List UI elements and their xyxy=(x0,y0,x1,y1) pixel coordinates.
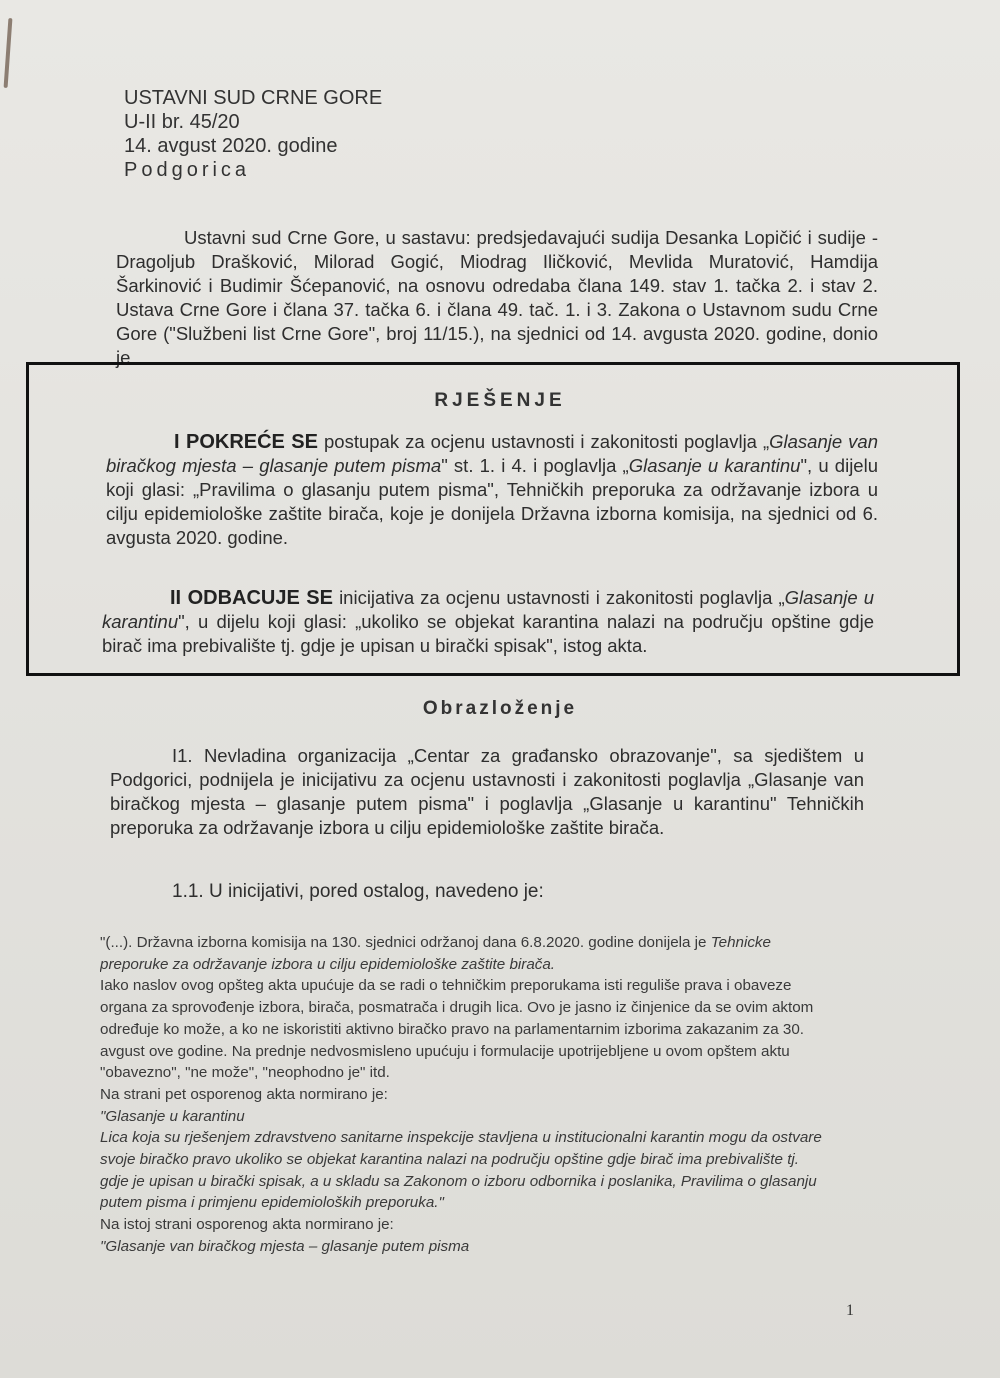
page-number: 1 xyxy=(846,1302,854,1319)
document-date: 14. avgust 2020. godine xyxy=(124,135,338,157)
quote-line: gdje je upisan u birački spisak, a u skladu sa Zakonom o izboru odbornika i poslanika, Pravilima o glasanju xyxy=(100,1172,817,1190)
quote-line: avgust ove godine. Na prednje nedvosmisleno upućuju i formulacije upotrijebljene u ovom opštem aktu xyxy=(100,1042,790,1060)
document-header xyxy=(124,86,382,182)
quote-line: svoje biračko pravo ukoliko se objekat karantina nalazi na području opštine gdje birač ima prebivalište tj. xyxy=(100,1151,800,1169)
item-1-text-c: ", u dijelu koji glasi: „Pravilima o glasanju putem pisma", Tehničkih preporuka za održavanje izbora u cilju epidemiološke zaštite birača, koje je donijela Državna izborna komisija, na sjednici od 6. avgusta 2020. godine. xyxy=(106,455,878,548)
quote-line xyxy=(100,932,862,954)
quote-line: preporuke za održavanje izbora u cilju epidemiološke zaštite birača. xyxy=(100,955,556,973)
item-1-text-a: postupak za ocjenu ustavnosti i zakonitosti poglavlja „ xyxy=(317,431,770,452)
quote-line: putem pisma i primjenu epidemioloških preporuka." xyxy=(100,1194,444,1212)
case-number: U-II br. 45/20 xyxy=(124,111,240,133)
reasoning-title: Obrazloženje xyxy=(422,698,578,719)
quote-line: Lica koja su rješenjem zdravstveno sanitarne inspekcije stavljena u institucionalni karantin mogu da ostvare xyxy=(100,1129,822,1147)
item-1-italic-b: Glasanje u karantinu xyxy=(628,455,801,476)
quote-line: "Glasanje van biračkog mjesta – glasanje putem pisma xyxy=(100,1237,470,1255)
quote-line: organa za sprovođenje izbora, birača, posmatrača i drugih lica. Ovo je jasno iz činjenice da se ovim aktom xyxy=(100,999,814,1017)
quote-line-1b: Tehnicke xyxy=(710,934,771,951)
quote-line: Na istoj strani osporenog akta normirano je: xyxy=(100,1216,394,1234)
pen-mark xyxy=(4,18,13,88)
decision-item-1 xyxy=(106,430,878,550)
quote-line: Iako naslov ovog opšteg akta upućuje da se radi o tehničkim preporukama isti reguliše prava i obaveze xyxy=(100,977,792,995)
item-2-italic-a: Glasanje u karantinu xyxy=(102,587,874,632)
quoted-initiative xyxy=(100,932,862,1258)
quote-line-1a: "(...). Državna izborna komisija na 130. sjednici održanoj dana 6.8.2020. godine donijela je xyxy=(100,934,711,951)
document-city: Podgorica xyxy=(124,159,251,181)
item-1-text-b: " st. 1. i 4. i poglavlja „ xyxy=(441,455,629,476)
decision-title: RJEŠENJE xyxy=(434,390,566,411)
decision-item-2 xyxy=(102,586,874,658)
quote-line: Na strani pet osporenog akta normirano je: xyxy=(100,1085,388,1103)
quote-line: "Glasanje u karantinu xyxy=(100,1107,245,1125)
item-1-lead: I POKREĆE SE xyxy=(174,431,318,453)
court-name: USTAVNI SUD CRNE GORE xyxy=(124,87,383,109)
quote-line: određuje ko može, a ko ne iskoristiti aktivno biračko pravo na parlamentarnim izborima zakazanim za 30. xyxy=(100,1020,805,1038)
item-2-text-a: inicijativa za ocjenu ustavnosti i zakonitosti poglavlja „ xyxy=(333,587,785,608)
reasoning-paragraph-1: I1. Nevladina organizacija „Centar za građansko obrazovanje", sa sjedištem u Podgorici, podnijela je inicijativu za ocjenu ustavnosti i zakonitosti poglavlja „Glasanje van biračkog mjesta – glasanje putem pisma" i poglavlja „Glasanje u karantinu" Tehničkih preporuka za održavanje izbora u cilju epidemiološke zaštite birača. xyxy=(110,745,864,838)
item-2-text-b: ", u dijelu koji glasi: „ukoliko se objekat karantina nalazi na području opštine gdje birač ima prebivalište tj. gdje je upisan u birački spisak", istog akta. xyxy=(102,611,874,656)
item-2-lead: II ODBACUJE SE xyxy=(170,587,333,609)
item-1-italic-a: Glasanje van biračkog mjesta – glasanje putem pisma xyxy=(106,431,878,476)
reasoning-paragraph-1-1: 1.1. U inicijativi, pored ostalog, navedeno je: xyxy=(172,881,544,902)
quote-line: "obavezno", "ne može", "neophodno je" itd. xyxy=(100,1064,390,1082)
intro-paragraph: Ustavni sud Crne Gore, u sastavu: predsjedavajući sudija Desanka Lopičić i sudije - Dragoljub Drašković, Milorad Gogić, Miodrag Iličković, Mevlida Muratović, Hamdija Šarkinović i Budimir Šćepanović, na osnovu odredaba člana 149. stav 1. tačka 2. i stav 2. Ustava Crne Gore i člana 37. tačka 6. i člana 49. tač. 1. i 3. Zakona o Ustavnom sudu Crne Gore ("Službeni list Crne Gore", broj 11/15.), na sjednici od 14. avgusta 2020. godine, donio je xyxy=(116,227,878,368)
